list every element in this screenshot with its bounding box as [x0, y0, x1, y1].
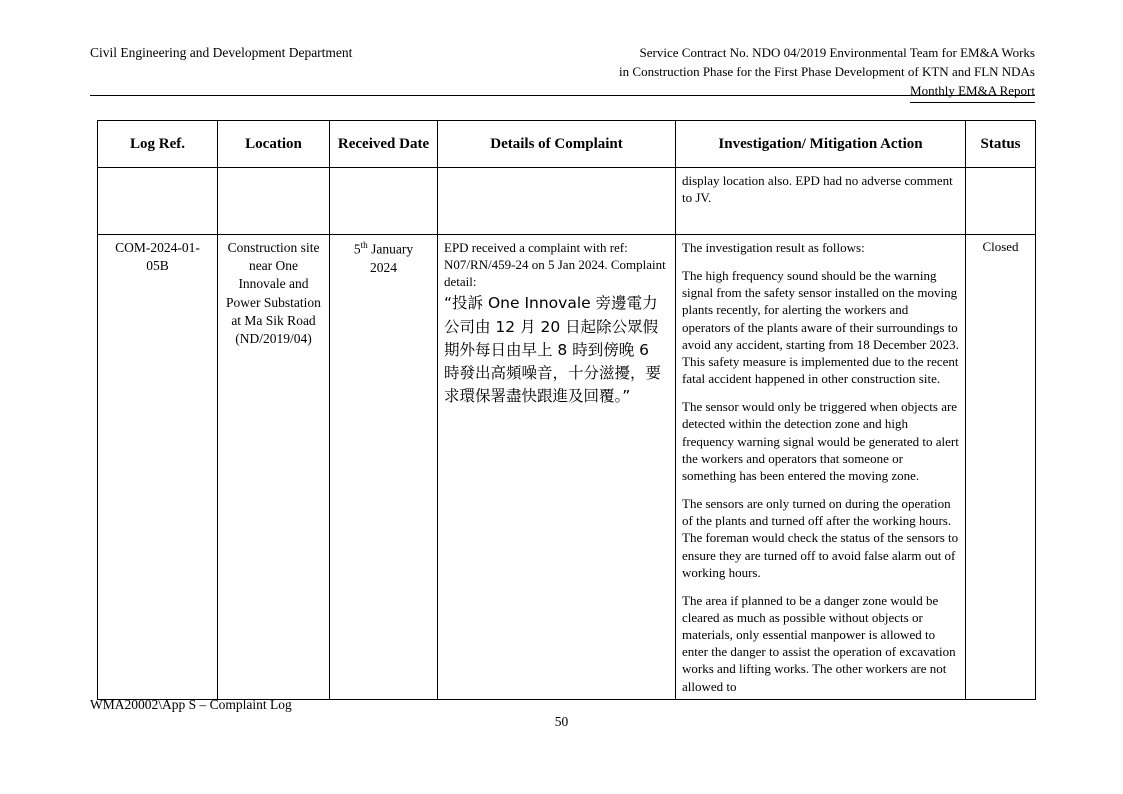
header-divider	[90, 95, 1035, 96]
cell-details	[438, 235, 676, 700]
table-row	[98, 235, 1036, 700]
header-report-title: Monthly EM&A Report	[910, 82, 1035, 103]
investigation-paragraph: The sensor would only be triggered when objects are detected within the detection zone and high frequency warning signal would be generated to alert the workers and operators that someone or something has been entered the moving zone.	[682, 399, 959, 483]
header-contract-line-2: in Construction Phase for the First Phase Development of KTN and FLN NDAs	[619, 63, 1035, 79]
header-department: Civil Engineering and Development Department	[90, 45, 353, 60]
header-contract-info	[619, 44, 1035, 103]
footer-document-reference: WMA20002\App S – Complaint Log	[90, 697, 292, 712]
investigation-paragraph: The area if planned to be a danger zone would be cleared as much as possible without objects or materials, only essential manpower is allowed to enter the danger to assist the operation of excavation works and lifting works. The other workers are not allowed to	[682, 592, 956, 694]
column-header-investigation: Investigation/ Mitigation Action	[676, 121, 966, 168]
investigation-paragraph: The sensors are only turned on during the operation of the plants and turned off after the working hours. The foreman would check the status of the sensors to ensure they are turned off to avoid false alarm out of working hours.	[682, 496, 959, 580]
column-header-log-ref: Log Ref.	[98, 121, 218, 168]
cell-status: Closed	[966, 235, 1036, 700]
received-date-line-1	[336, 239, 431, 259]
complaint-log-table	[97, 120, 1036, 700]
cell-location-continued	[218, 168, 330, 235]
column-header-location: Location	[218, 121, 330, 168]
page-header	[90, 44, 1035, 103]
cell-location: Construction site near One Innovale and Power Substation at Ma Sik Road (ND/2019/04)	[218, 235, 330, 700]
cell-status-continued	[966, 168, 1036, 235]
received-date-year: 2024	[370, 259, 397, 275]
details-english-text: EPD received a complaint with ref: N07/RN/459-24 on 5 Jan 2024. Complaint detail:	[444, 240, 666, 290]
cell-details-continued	[438, 168, 676, 235]
cell-investigation-continued: display location also. EPD had no adverse comment to JV.	[676, 168, 966, 235]
cell-investigation	[676, 235, 966, 700]
received-date-ordinal: th	[360, 240, 368, 250]
header-contract-line-1: Service Contract No. NDO 04/2019 Environmental Team for EM&A Works	[639, 45, 1035, 60]
investigation-paragraph: The investigation result as follows:	[682, 240, 865, 255]
cell-received-date	[330, 235, 438, 700]
column-header-status: Status	[966, 121, 1036, 168]
table-header-row	[98, 121, 1036, 168]
received-date-month: January	[367, 241, 414, 257]
column-header-received-date: Received Date	[330, 121, 438, 168]
column-header-details: Details of Complaint	[438, 121, 676, 168]
cell-log-ref-continued	[98, 168, 218, 235]
footer-page-number: 50	[554, 714, 569, 729]
details-chinese-text: “投訴 One Innovale 旁邊電力公司由 12 月 20 日起除公眾假期外每日由早上 8 時到傍晚 6 時發出高頻噪音，十分滋擾，要求環保署盡快跟進及回覆。”	[444, 294, 662, 406]
log-ref-line-2: 05B	[146, 258, 169, 274]
cell-received-date-continued	[330, 168, 438, 235]
table-row	[98, 168, 1036, 235]
received-date-day: 5	[353, 241, 361, 257]
investigation-paragraph: The high frequency sound should be the warning signal from the safety sensor installed on the moving plants recently, for alerting the workers and operators of the plants aware of their surroundings to avoid any accident, starting from 18 December 2023. This safety measure is implemented due to the recent fatal accident happened in other construction site.	[682, 268, 959, 387]
complaint-log-table-wrapper	[97, 120, 1035, 700]
log-ref-line-1: COM-2024-01-	[115, 240, 200, 255]
cell-log-ref	[98, 235, 218, 700]
